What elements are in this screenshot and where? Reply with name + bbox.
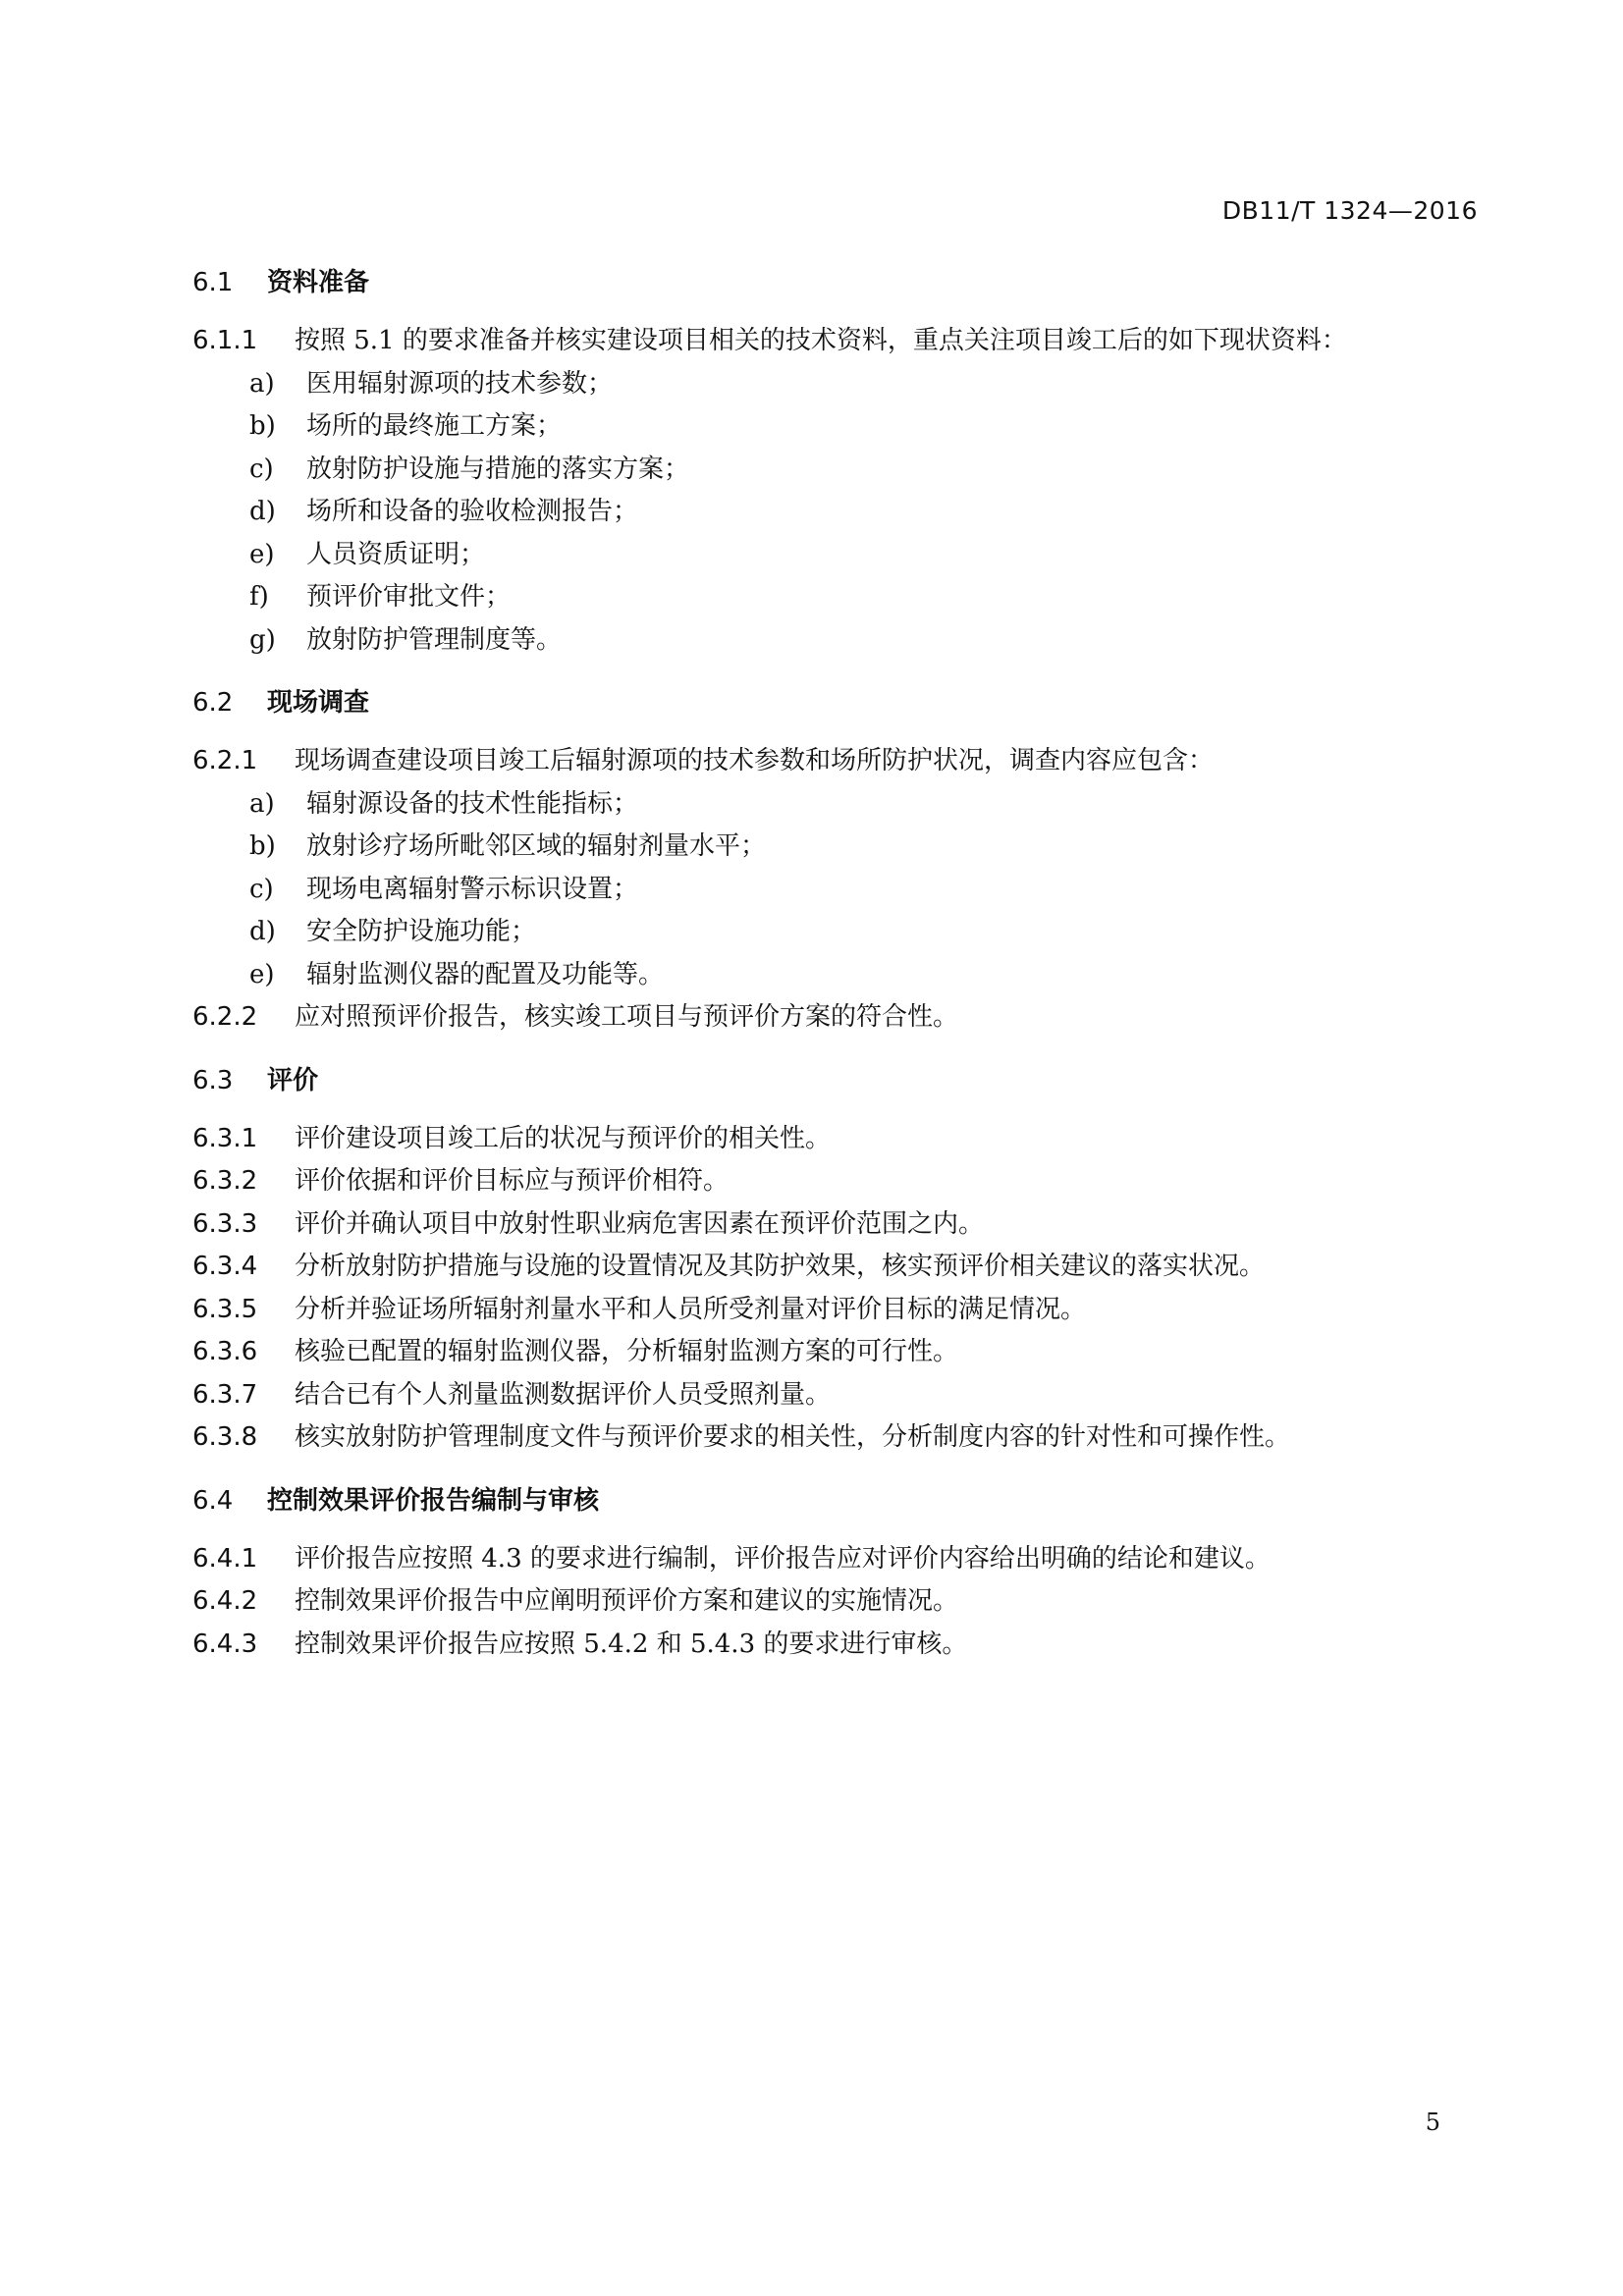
clause-6-3-6 xyxy=(192,1331,1488,1374)
list-item-text: 放射防护管理制度等。 xyxy=(306,624,563,655)
clause-6-3-2 xyxy=(192,1160,1488,1203)
clause-text: 现场调查建设项目竣工后辐射源项的技术参数和场所防护状况，调查内容应包含： xyxy=(295,746,1215,775)
list-marker: e) xyxy=(249,539,275,569)
clause-6-4-3 xyxy=(192,1624,1488,1667)
clause-6-4-1 xyxy=(192,1538,1488,1581)
list-item xyxy=(192,405,1488,449)
clause-number: 6.1.1 xyxy=(192,326,258,355)
clause-text: 分析放射防护措施与设施的设置情况及其防护效果，核实预评价相关建议的落实状况。 xyxy=(295,1252,1266,1281)
clause-number: 6.3.1 xyxy=(192,1123,258,1153)
list-item xyxy=(192,576,1488,619)
section-number: 6.1 xyxy=(192,268,234,297)
list-item-text: 辐射源设备的技术性能指标； xyxy=(306,788,639,819)
clause-text: 结合已有个人剂量监测数据评价人员受照剂量。 xyxy=(295,1379,832,1410)
document-body xyxy=(192,261,1488,1666)
section-heading-6-1 xyxy=(192,261,1488,304)
page-number: 5 xyxy=(1425,2109,1440,2136)
list-item xyxy=(192,619,1488,663)
clause-6-3-7 xyxy=(192,1374,1488,1417)
list-marker: b) xyxy=(249,411,276,441)
list-item-text: 场所和设备的验收检测报告； xyxy=(306,497,639,526)
list-marker: f) xyxy=(249,582,269,612)
list-item-text: 人员资质证明； xyxy=(306,539,486,569)
list-item xyxy=(192,534,1488,577)
clause-6-3-1 xyxy=(192,1118,1488,1161)
list-item-text: 放射诊疗场所毗邻区域的辐射剂量水平； xyxy=(306,831,767,861)
list-marker: e) xyxy=(249,959,275,989)
clause-number: 6.3.6 xyxy=(192,1337,258,1366)
clause-6-3-5 xyxy=(192,1289,1488,1332)
clause-text: 评价并确认项目中放射性职业病危害因素在预评价范围之内。 xyxy=(295,1208,985,1239)
section-number: 6.4 xyxy=(192,1485,234,1516)
list-item xyxy=(192,869,1488,912)
clause-text: 评价报告应按照 4.3 的要求进行编制，评价报告应对评价内容给出明确的结论和建议。 xyxy=(295,1543,1271,1574)
list-item-text: 医用辐射源项的技术参数； xyxy=(306,368,614,399)
list-item xyxy=(192,954,1488,997)
clause-number: 6.4.1 xyxy=(192,1543,258,1574)
clause-number: 6.3.5 xyxy=(192,1294,258,1324)
clause-6-1-1 xyxy=(192,320,1488,363)
clause-text: 按照 5.1 的要求准备并核实建设项目相关的技术资料，重点关注项目竣工后的如下现状资料： xyxy=(295,326,1347,355)
clause-number: 6.4.3 xyxy=(192,1629,258,1659)
section-heading-6-4 xyxy=(192,1479,1488,1522)
list-marker: a) xyxy=(249,368,275,399)
clause-text: 控制效果评价报告应按照 5.4.2 和 5.4.3 的要求进行审核。 xyxy=(295,1629,968,1659)
section-number: 6.2 xyxy=(192,688,234,718)
list-marker: c) xyxy=(249,874,274,904)
list-item xyxy=(192,783,1488,827)
list-item xyxy=(192,449,1488,492)
clause-text: 核实放射防护管理制度文件与预评价要求的相关性，分析制度内容的针对性和可操作性。 xyxy=(295,1422,1291,1452)
list-item xyxy=(192,911,1488,954)
clause-text: 评价建设项目竣工后的状况与预评价的相关性。 xyxy=(295,1123,832,1153)
list-item-text: 辐射监测仪器的配置及功能等。 xyxy=(306,959,665,989)
clause-number: 6.3.7 xyxy=(192,1379,258,1410)
section-title: 现场调查 xyxy=(267,688,370,718)
section-heading-6-2 xyxy=(192,681,1488,724)
clause-text: 控制效果评价报告中应阐明预评价方案和建议的实施情况。 xyxy=(295,1586,959,1616)
section-title: 控制效果评价报告编制与审核 xyxy=(267,1485,600,1516)
list-marker: a) xyxy=(249,788,275,819)
list-marker: g) xyxy=(249,624,276,655)
list-marker: d) xyxy=(249,917,276,946)
list-item-text: 放射防护设施与措施的落实方案； xyxy=(306,454,690,484)
list-item xyxy=(192,826,1488,869)
list-item-text: 预评价审批文件； xyxy=(306,582,512,612)
list-item xyxy=(192,491,1488,534)
clause-number: 6.3.8 xyxy=(192,1422,258,1452)
clause-text: 分析并验证场所辐射剂量水平和人员所受剂量对评价目标的满足情况。 xyxy=(295,1294,1087,1324)
list-item xyxy=(192,363,1488,406)
section-number: 6.3 xyxy=(192,1065,234,1095)
section-title: 资料准备 xyxy=(267,268,370,297)
clause-text: 评价依据和评价目标应与预评价相符。 xyxy=(295,1166,730,1196)
clause-number: 6.3.3 xyxy=(192,1208,258,1239)
clause-6-2-2 xyxy=(192,996,1488,1040)
section-title: 评价 xyxy=(267,1065,319,1095)
clause-number: 6.2.1 xyxy=(192,746,258,775)
clause-6-2-1 xyxy=(192,740,1488,783)
list-item-text: 场所的最终施工方案； xyxy=(306,411,563,441)
clause-number: 6.2.2 xyxy=(192,1002,258,1032)
list-item-text: 现场电离辐射警示标识设置； xyxy=(306,874,639,904)
list-marker: d) xyxy=(249,497,276,526)
section-heading-6-3 xyxy=(192,1059,1488,1102)
clause-number: 6.3.2 xyxy=(192,1166,258,1196)
clause-6-3-3 xyxy=(192,1203,1488,1247)
list-item-text: 安全防护设施功能； xyxy=(306,917,537,946)
clause-6-4-2 xyxy=(192,1580,1488,1624)
clause-number: 6.4.2 xyxy=(192,1586,258,1616)
list-marker: c) xyxy=(249,454,274,484)
list-marker: b) xyxy=(249,831,276,861)
standard-code-header: DB11/T 1324—2016 xyxy=(1221,196,1478,225)
clause-6-3-8 xyxy=(192,1416,1488,1460)
clause-number: 6.3.4 xyxy=(192,1252,258,1281)
clause-text: 应对照预评价报告，核实竣工项目与预评价方案的符合性。 xyxy=(295,1002,959,1032)
clause-text: 核验已配置的辐射监测仪器，分析辐射监测方案的可行性。 xyxy=(295,1337,959,1366)
clause-6-3-4 xyxy=(192,1246,1488,1289)
